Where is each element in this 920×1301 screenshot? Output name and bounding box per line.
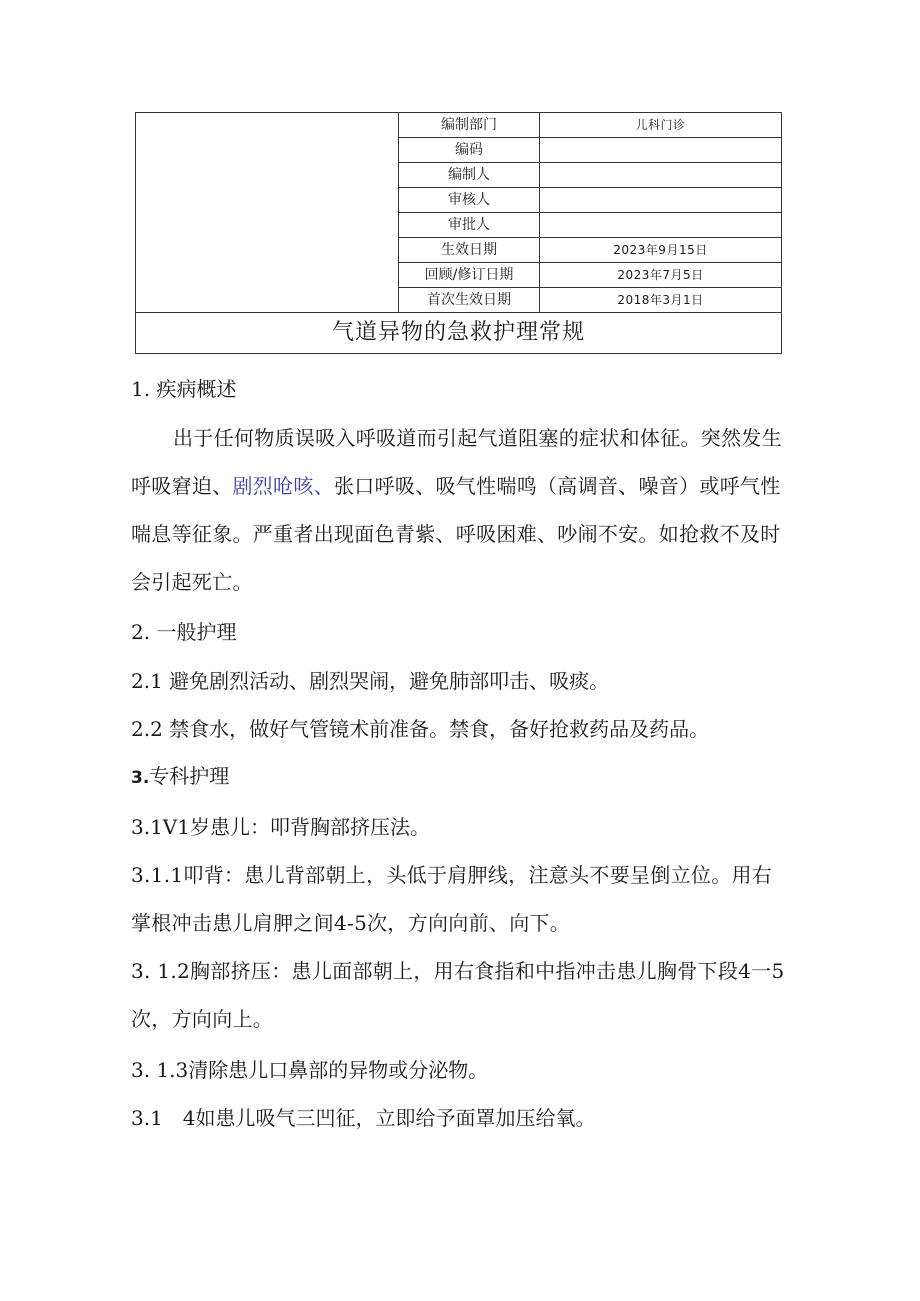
- overview-text-a: 出于任何物质误吸入呼吸道而引起气道阻塞的症状和体征。突然发生呼吸窘迫、: [131, 426, 782, 498]
- header-value-reviewer: [540, 188, 782, 213]
- item-3-1-3: 3. 1.3清除患儿口鼻部的异物或分泌物。: [131, 1058, 489, 1082]
- header-label-dept: 编制部门: [399, 113, 540, 138]
- logo-area: [136, 113, 399, 313]
- section-3-number: 3.: [131, 768, 150, 788]
- header-value-author: [540, 163, 782, 188]
- header-value-effective-date: 2023年9月15日: [540, 238, 782, 263]
- header-label-reviewer: 审核人: [399, 188, 540, 213]
- section-heading-specialty-care: [131, 764, 229, 790]
- header-value-dept: 儿科门诊: [540, 113, 782, 138]
- document-title: 气道异物的急救护理常规: [136, 313, 782, 354]
- item-3-1-1: 3.1.1叩背：患儿背部朝上，头低于肩胛线，注意头不要呈倒立位。用右掌根冲击患儿肩胛之间4-5次，方向向前、向下。: [131, 863, 773, 935]
- section-3-title: 专科护理: [149, 764, 230, 788]
- overview-highlight: 剧烈呛咳、: [232, 474, 334, 498]
- header-value-first-effective-date: 2018年3月1日: [540, 288, 782, 313]
- header-label-effective-date: 生效日期: [399, 238, 540, 263]
- document-header-table: [135, 112, 782, 354]
- overview-text-b: 张口呼吸、吸气性喘鸣（高调音、噪音）或呼气性喘息等征象。严重者出现面色青紫、呼吸困难、吵闹不安。如抢救不及时会引起死亡。: [131, 474, 781, 594]
- section-heading-general-care: 2. 一般护理: [131, 620, 237, 644]
- header-label-code: 编码: [399, 138, 540, 163]
- section-heading-overview: 1. 疾病概述: [131, 377, 237, 401]
- header-label-approver: 审批人: [399, 213, 540, 238]
- item-3-1-4: 3.1 4如患儿吸气三凹征，立即给予面罩加压给氧。: [131, 1106, 596, 1130]
- item-3-1: 3.1V1岁患儿：叩背胸部挤压法。: [131, 815, 430, 839]
- header-value-approver: [540, 213, 782, 238]
- overview-paragraph: [131, 414, 789, 606]
- header-label-first-effective-date: 首次生效日期: [399, 288, 540, 313]
- header-value-revision-date: 2023年7月5日: [540, 263, 782, 288]
- header-value-code: [540, 138, 782, 163]
- header-label-author: 编制人: [399, 163, 540, 188]
- item-2-2: 2.2 禁食水，做好气管镜术前准备。禁食，备好抢救药品及药品。: [131, 717, 710, 741]
- item-3-1-2: 3. 1.2胸部挤压：患儿面部朝上，用右食指和中指冲击患儿胸骨下段4一5次，方向向上。: [131, 959, 785, 1031]
- header-label-revision-date: 回顾/修订日期: [399, 263, 540, 288]
- item-2-1: 2.1 避免剧烈活动、剧烈哭闹，避免肺部叩击、吸痰。: [131, 669, 610, 693]
